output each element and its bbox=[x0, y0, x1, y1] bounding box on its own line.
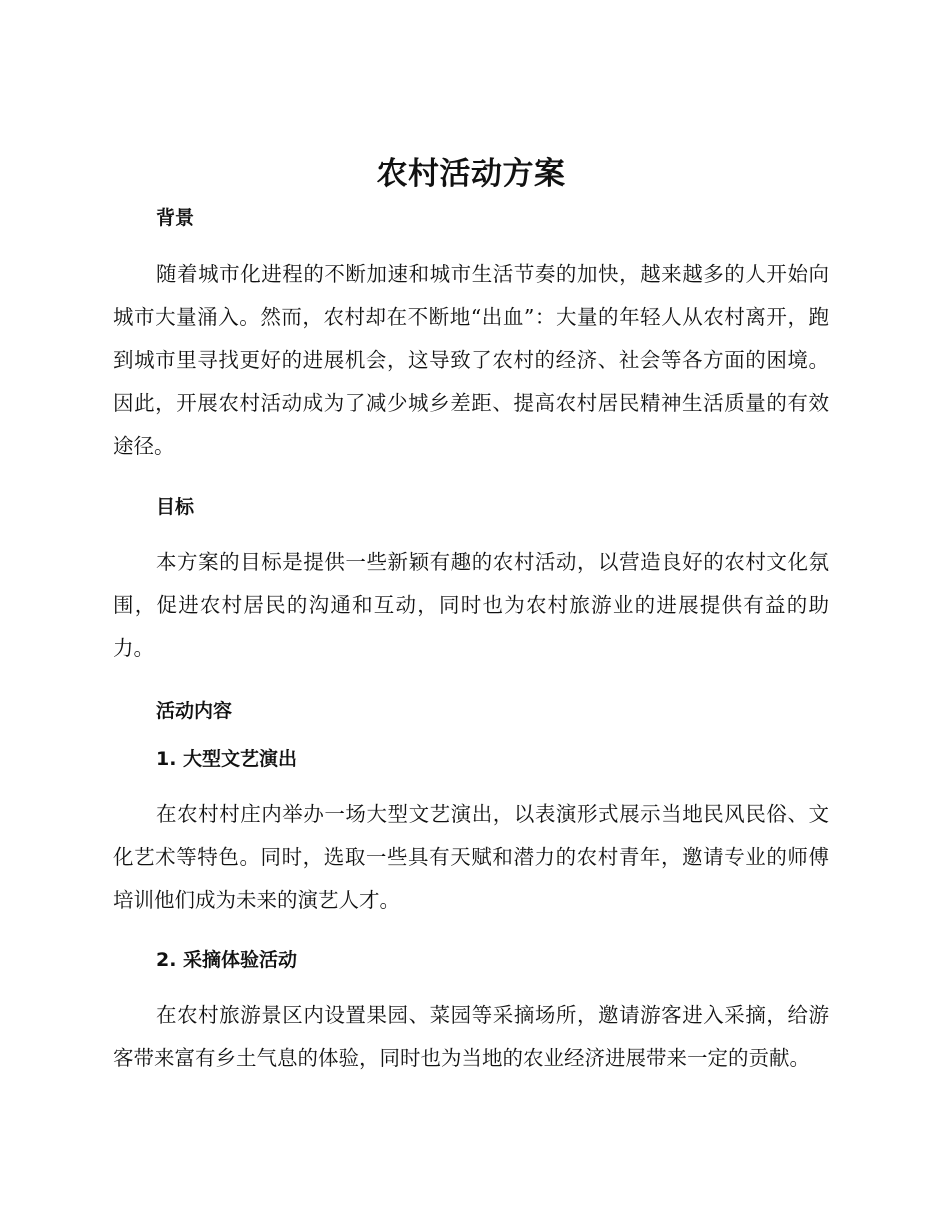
document-body bbox=[113, 148, 829, 1080]
subheading-activity-picking: 2. 采摘体验活动 bbox=[156, 949, 298, 971]
paragraph-activity-picking: 在农村旅游景区内设置果园、菜园等采摘场所，邀请游客进入采摘，给游客带来富有乡土气息的体验，同时也为当地的农业经济进展带来一定的贡献。 bbox=[113, 1003, 829, 1070]
document-title: 农村活动方案 bbox=[376, 156, 566, 192]
section-heading-goal: 目标 bbox=[156, 496, 195, 518]
paragraph-background: 随着城市化进程的不断加速和城市生活节奏的加快，越来越多的人开始向城市大量涌入。然而，农村却在不断地“出血”：大量的年轻人从农村离开，跑到城市里寻找更好的进展机会，这导致了农村的经济、社会等各方面的困境。因此，开展农村活动成为了减少城乡差距、提高农村居民精神生活质量的有效途径。 bbox=[113, 262, 829, 458]
paragraph-activity-performance: 在农村村庄内举办一场大型文艺演出，以表演形式展示当地民风民俗、文化艺术等特色。同时，选取一些具有天赋和潜力的农村青年，邀请专业的师傅培训他们成为未来的演艺人才。 bbox=[113, 802, 829, 912]
section-heading-background: 背景 bbox=[156, 207, 195, 229]
subheading-activity-performance: 1. 大型文艺演出 bbox=[156, 748, 298, 770]
section-heading-activities: 活动内容 bbox=[156, 700, 233, 722]
paragraph-goal: 本方案的目标是提供一些新颖有趣的农村活动，以营造良好的农村文化氛围，促进农村居民的沟通和互动，同时也为农村旅游业的进展提供有益的助力。 bbox=[113, 550, 829, 660]
